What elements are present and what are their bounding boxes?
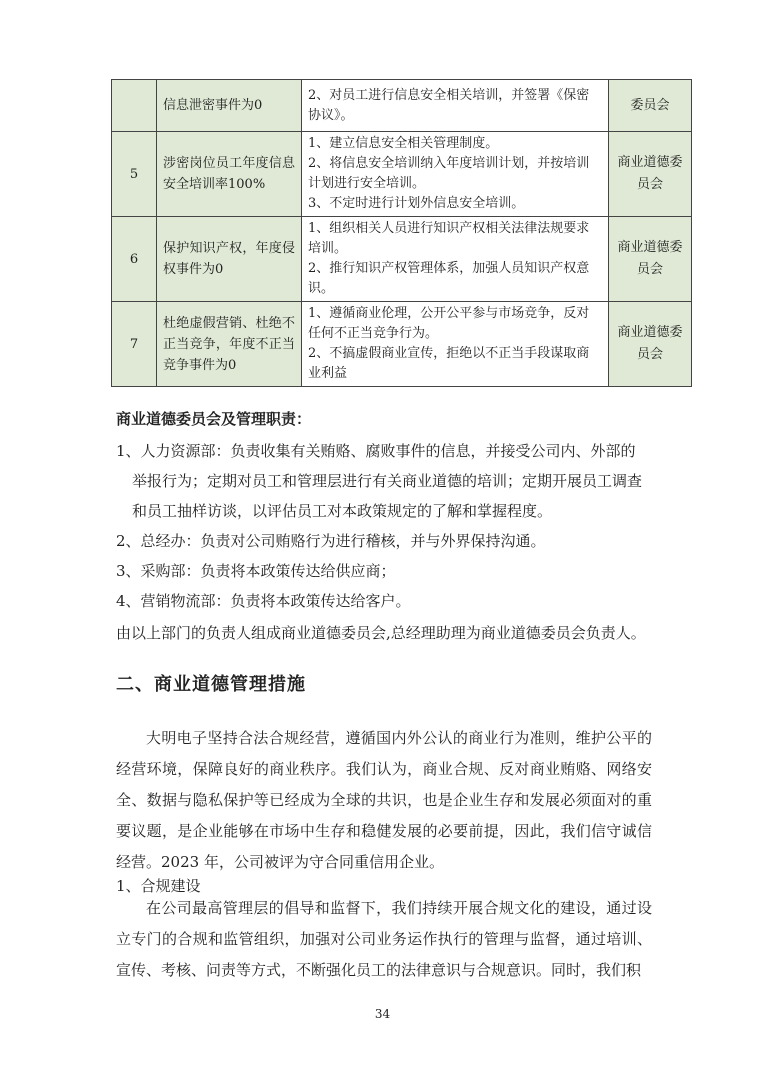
table-row — [112, 132, 692, 217]
measure-item: 2、对员工进行信息安全相关培训，并签署《保密协议》。 — [308, 87, 590, 123]
list-item — [116, 526, 656, 556]
row-number — [112, 80, 157, 132]
table-row — [112, 302, 692, 387]
row-measures — [302, 80, 609, 132]
row-measures — [302, 217, 609, 302]
measure-item: 1、遵循商业伦理，公开公平参与市场竞争，反对任何不正当竞争行为。 — [308, 306, 590, 341]
page-number: 34 — [374, 1007, 391, 1021]
row-department: 委员会 — [609, 80, 692, 132]
list-item — [116, 556, 656, 586]
measure-item: 1、组织相关人员进行知识产权相关法律法规要求培训。 — [308, 221, 590, 256]
measure-item: 2、不搞虚假商业宣传，拒绝以不正当手段谋取商业利益 — [308, 346, 590, 381]
row-department: 商业道德委员会 — [609, 302, 692, 387]
duty-text: 3、采购部：负责将本政策传达给供应商； — [116, 562, 396, 580]
section-title: 二、商业道德管理措施 — [116, 674, 306, 695]
committee-summary: 由以上部门的负责人组成商业道德委员会,总经理助理为商业道德委员会负责人。 — [116, 624, 646, 642]
intro-paragraph: 大明电子坚持合法合规经营，遵循国内外公认的商业行为准则，维护公平的经营环境，保障良好的商业秩序。我们认为，商业合规、反对商业贿赂、网络安全、数据与隐私保护等已经成为全球的共识，也是企业生存和发展必须面对的重要议题，是企业能够在市场中生存和稳健发展的必要前提，因此，我们信守诚信经营。2023 年，公司被评为守合同重信用企业。 — [116, 729, 652, 871]
row-number: 6 — [112, 217, 157, 302]
duty-text: 1、人力资源部：负责收集有关贿赂、腐败事件的信息，并接受公司内、外部的 — [116, 442, 636, 460]
measure-item: 2、推行知识产权管理体系，加强人员知识产权意识。 — [308, 261, 590, 296]
row-number: 5 — [112, 132, 157, 217]
row-number: 7 — [112, 302, 157, 387]
goals-table — [111, 79, 692, 387]
goals-table-body — [112, 80, 692, 387]
compliance-paragraph: 在公司最高管理层的倡导和监督下，我们持续开展合规文化的建设，通过设立专门的合规和监管组织，加强对公司业务运作执行的管理与监督，通过培训、宣传、考核、问责等方式，不断强化员工的法律意识与合规意识。同时，我们积 — [116, 899, 652, 979]
table-row — [112, 217, 692, 302]
duty-text-continued: 举报行为；定期对员工和管理层进行有关商业道德的培训；定期开展员工调查 — [132, 472, 643, 490]
duty-text: 4、营销物流部：负责将本政策传达给客户。 — [116, 592, 411, 610]
list-item — [116, 586, 656, 616]
committee-heading: 商业道德委员会及管理职责： — [116, 410, 312, 428]
duty-text: 2、总经办：负责对公司贿赂行为进行稽核，并与外界保持沟通。 — [116, 532, 546, 550]
measure-item: 3、不定时进行计划外信息安全培训。 — [308, 196, 525, 211]
compliance-subheading: 1、合规建设 — [116, 877, 201, 895]
row-goal: 保护知识产权，年度侵权事件为0 — [157, 217, 302, 302]
measure-item: 1、建立信息安全相关管理制度。 — [308, 136, 499, 151]
row-measures — [302, 302, 609, 387]
list-item — [116, 436, 656, 526]
committee-duties-list — [116, 436, 656, 616]
row-department: 商业道德委员会 — [609, 132, 692, 217]
row-goal: 信息泄密事件为0 — [157, 80, 302, 132]
row-goal: 杜绝虚假营销、杜绝不正当竞争，年度不正当竞争事件为0 — [157, 302, 302, 387]
measure-item: 2、将信息安全培训纳入年度培训计划，并按培训计划进行安全培训。 — [308, 156, 590, 191]
duty-text-continued: 和员工抽样访谈，以评估员工对本政策规定的了解和掌握程度。 — [132, 502, 553, 520]
row-department: 商业道德委员会 — [609, 217, 692, 302]
row-measures — [302, 132, 609, 217]
row-goal: 涉密岗位员工年度信息安全培训率100% — [157, 132, 302, 217]
table-row — [112, 80, 692, 132]
